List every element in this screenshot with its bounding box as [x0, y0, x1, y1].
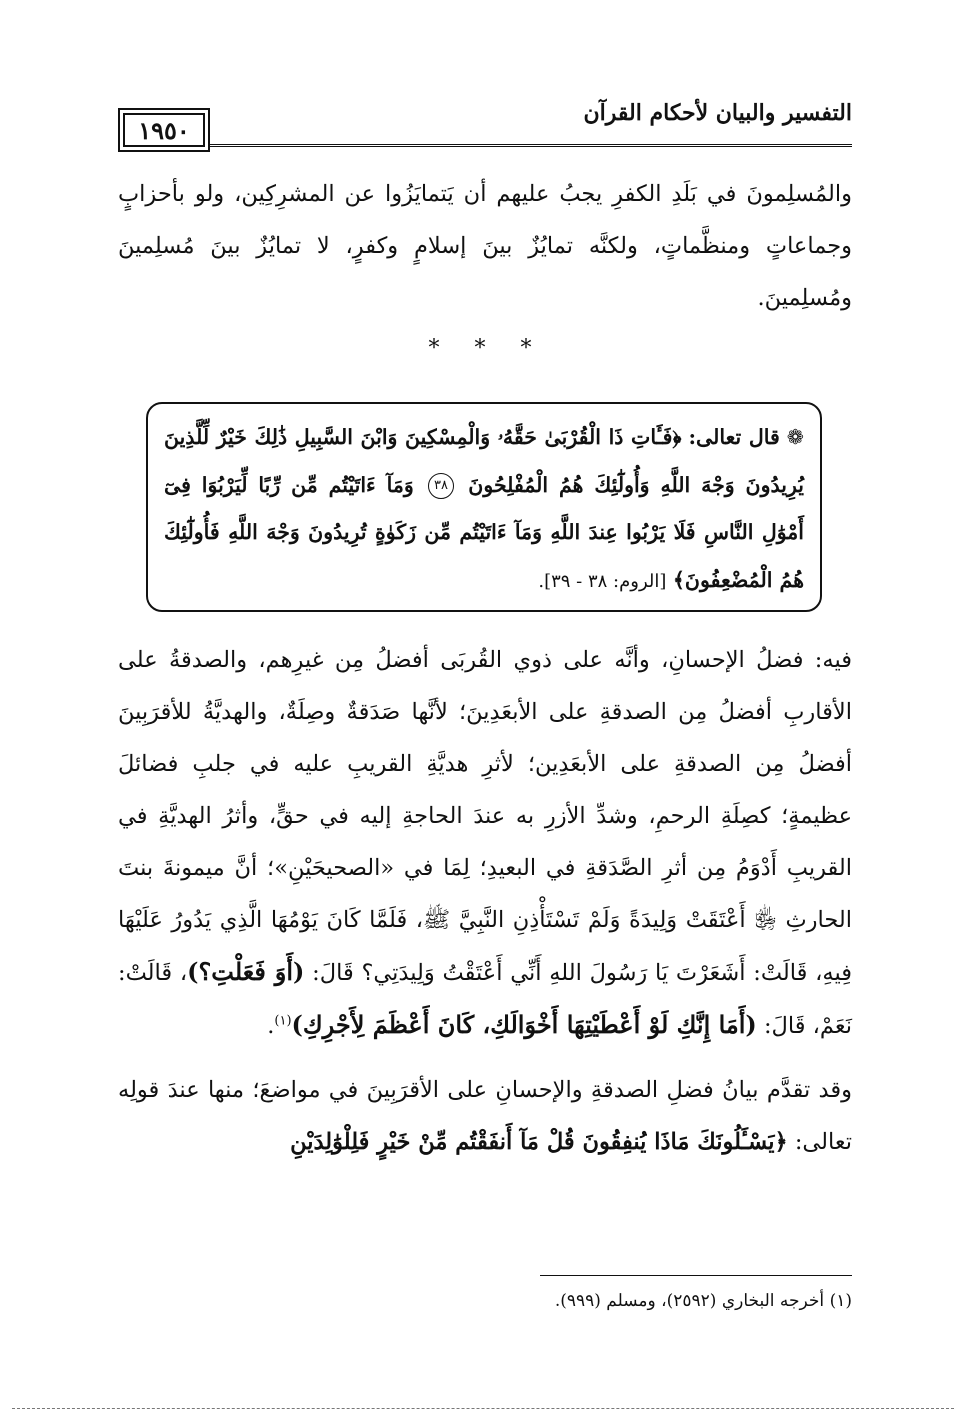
page-header [118, 100, 852, 150]
footnote-reference[interactable]: (١) [274, 1013, 292, 1029]
section-separator: * * * [428, 336, 546, 361]
intro-paragraph: والمُسلِمونَ في بَلَدِ الكفرِ يجبُ عليهم أن يَتمايَزُوا عن المشرِكِين، ولو بأحزابٍ وجماعاتٍ ومنظَّماتٍ، ولكنَّه تمايُزٌ بينَ إسلامٍ وكفرٍ، لا تمايُزٌ بينَ مُسلِمينَ ومُسلِمينَ. [118, 181, 852, 311]
verse-text-part2: وَمَآ ءَاتَيْتُم مِّن رِّبًا لِّيَرْبُوَا فِىٓ أَمْوَٰلِ النَّاسِ فَلَا يَرْبُوا عِندَ اللَّهِ وَمَآ ءَاتَيْتُم مِّن زَكَوٰةٍ تُرِيدُونَ وَجْهَ اللَّهِ فَأُولَٰٓئِكَ هُمُ الْمُضْعِفُونَ﴾ [164, 472, 804, 592]
flower-ornament-icon: ❁ [786, 425, 804, 449]
header-rule [118, 144, 852, 147]
ayah-number-38: ٣٨ [428, 473, 454, 499]
commentary-body [118, 634, 852, 1168]
paragraph-2-verse: ﴿يَسْـَٔلُونَكَ مَاذَا يُنفِقُونَ قُلْ مَآ أَنفَقْتُم مِّنْ خَيْرٍ فَلِلْوَٰلِدَيْنِ [290, 1129, 788, 1155]
paragraph-2-text: وقد تقدَّم بيانُ فضلِ الصدقةِ والإحسانِ على الأقرَبِينَ في مواضعَ؛ منها عندَ قولِه تعالى: [118, 1077, 852, 1155]
footnote-number: (١) [829, 1291, 852, 1311]
footnote-text: أخرجه البخاري (٢٥٩٢)، ومسلم (٩٩٩). [554, 1291, 825, 1311]
verse-text-part1: ﴿فَـَٔاتِ ذَا الْقُرْبَىٰ حَقَّهُۥ وَالْمِسْكِينَ وَابْنَ السَّبِيلِ ذَٰلِكَ خَيْرٌ لِّلَّذِينَ يُرِيدُونَ وَجْهَ اللَّهِ وَأُولَٰٓئِكَ هُمُ الْمُفْلِحُونَ [164, 425, 804, 497]
paragraph-1-continued-2: ، فَلَمَّا كَانَ يَوْمُهَا الَّذِي يَدُورُ عَلَيْهَا فِيهِ، قَالَتْ: أَشَعَرْتَ يَا رَسُولَ اللهِ أَنِّي أَعْتَقْتُ وَلِيدَتِي؟ قَالَ: [118, 907, 853, 986]
book-title: التفسير والبيان لأحكام القرآن [583, 100, 852, 126]
page-bottom-edge [12, 1408, 954, 1409]
hadith-quote-2: (أَمَا إِنَّكِ لَوْ أَعْطَيْتِهَا أَخْوَالَكِ، كَانَ أَعْظَمَ لِأَجْرِكِ) [291, 1010, 757, 1039]
hadith-quote-1: (أَوَ فَعَلْتِ؟) [187, 957, 305, 986]
honorific-salallahu-alayhi: ﷺ [423, 907, 451, 933]
verse-reference: [الروم: ٣٨ - ٣٩]. [538, 570, 667, 592]
paragraph-1-continued: أَعْتَقَتْ وَلِيدَةً وَلَمْ تَسْتَأْذِنِ النَّبِيَّ [458, 907, 746, 933]
footnote-rule [540, 1275, 852, 1276]
quran-verse-box [146, 402, 822, 612]
paragraph-1-text: فيه: فضلُ الإحسانِ، وأنَّه على ذوي القُربَى أفضلُ مِن غيرِهم، والصدقةُ على الأقاربِ أفضلُ مِن الصدقةِ على الأبعَدِينَ؛ لأنَّها صَدَقةٌ وصِلَةٌ، والهديَّةُ للأقرَبِينَ أفضلُ مِن الصدقةِ على الأبعَدِين؛ لأثرِ هديَّةِ القريبِ عليه في جلبِ فضائلَ عظيمةٍ؛ كصِلَةِ الرحمِ، وشدِّ الأزرِ به عندَ الحاجةِ إليه في حقٍّ، وأثرُ الهديَّةِ في القريبِ أَدْوَمُ مِن أثرِ الصَّدَقةِ في البعيدِ؛ لِمَا في «الصحيحَيْنِ»؛ أنَّ ميمونةَ بنتَ الحارثِ [118, 647, 853, 933]
paragraph-1-end: . [267, 1013, 275, 1039]
page-number: ١٩٥٠ [118, 108, 210, 152]
honorific-radiallahu-anha: ﵂ [754, 907, 777, 933]
commentary-paragraph-1 [118, 634, 852, 1052]
paragraph-1-continued-3: ، قَالَتْ: نَعَمْ، قَالَ: [118, 960, 852, 1039]
footnote [118, 1286, 852, 1316]
commentary-paragraph-2 [118, 1064, 852, 1168]
verse-label: قال تعالى: [688, 425, 780, 449]
intro-section [118, 168, 852, 324]
